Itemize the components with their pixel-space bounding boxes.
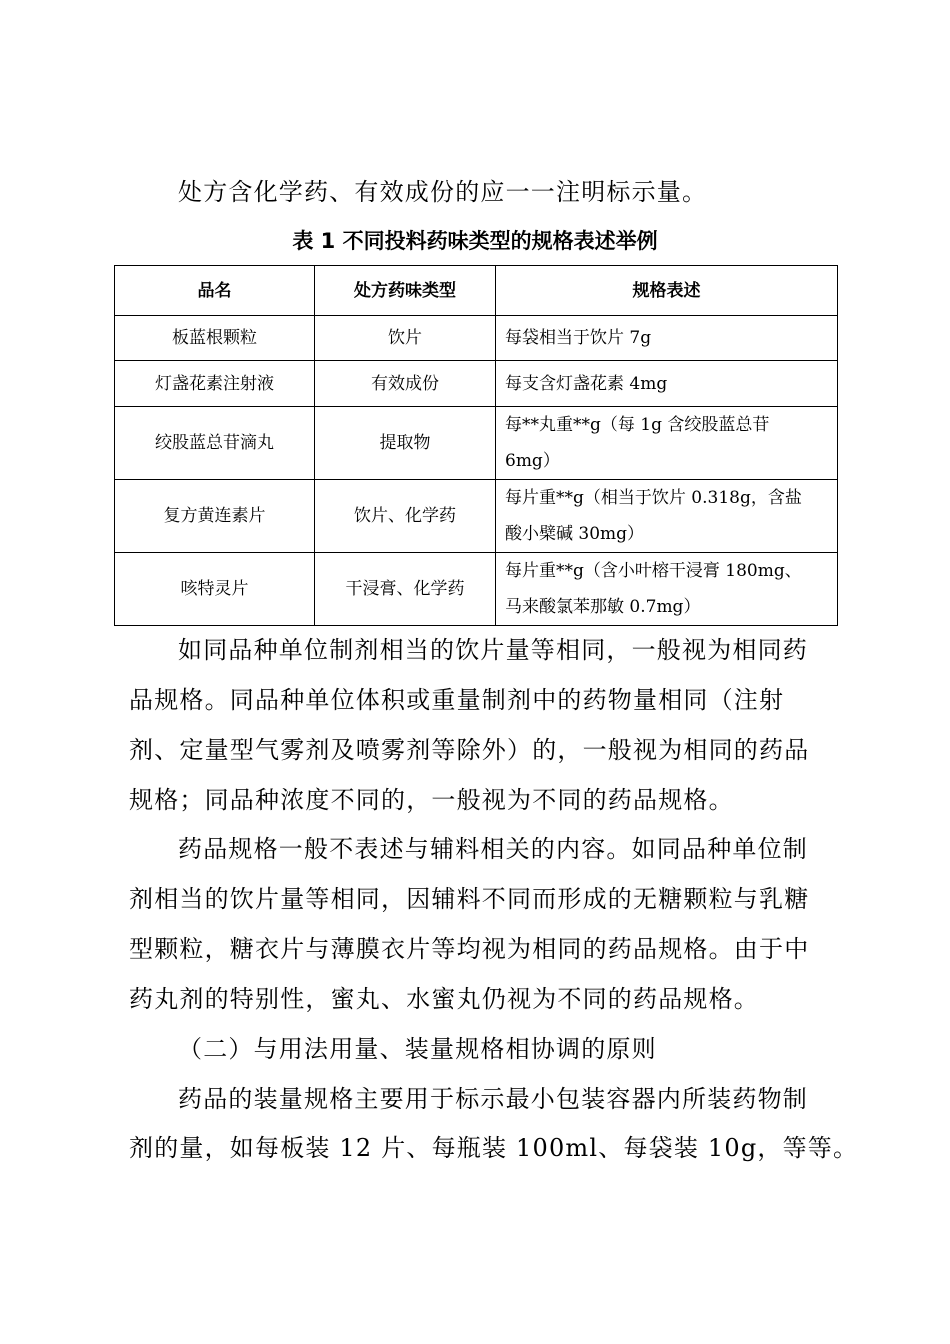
cell-type: 饮片、化学药 — [315, 480, 496, 553]
table-row — [115, 480, 838, 553]
spec-line: 每袋相当于饮片 7g — [505, 328, 652, 348]
paragraph-line: 品规格。同品种单位体积或重量制剂中的药物量相同（注射 — [129, 686, 785, 714]
cell-spec — [496, 316, 838, 361]
header-type: 处方药味类型 — [315, 266, 496, 316]
intro-line: 处方含化学药、有效成份的应一一注明标示量。 — [178, 178, 708, 206]
cell-name: 咳特灵片 — [115, 553, 315, 626]
spec-line: 6mg） — [505, 451, 560, 471]
header-name: 品名 — [115, 266, 315, 316]
spec-line: 每片重**g（相当于饮片 0.318g，含盐 — [505, 488, 802, 508]
cell-type: 提取物 — [315, 407, 496, 480]
cell-spec — [496, 361, 838, 407]
cell-type: 干浸膏、化学药 — [315, 553, 496, 626]
spec-line: 酸小檗碱 30mg） — [505, 524, 645, 544]
cell-spec — [496, 480, 838, 553]
cell-type: 饮片 — [315, 316, 496, 361]
cell-type: 有效成份 — [315, 361, 496, 407]
paragraph-line: 型颗粒，糖衣片与薄膜衣片等均视为相同的药品规格。由于中 — [129, 935, 810, 963]
paragraph-line: 药品的装量规格主要用于标示最小包装容器内所装药物制 — [178, 1085, 808, 1113]
section-heading: （二）与用法用量、装量规格相协调的原则 — [178, 1035, 657, 1063]
spec-line: 每支含灯盏花素 4mg — [505, 373, 668, 394]
table-caption: 表 1 不同投料药味类型的规格表述举例 — [292, 229, 658, 253]
header-spec: 规格表述 — [496, 266, 838, 316]
table-row — [115, 407, 838, 480]
cell-name: 绞股蓝总苷滴丸 — [115, 407, 315, 480]
table-row — [115, 316, 838, 361]
paragraph-line: 规格；同品种浓度不同的，一般视为不同的药品规格。 — [129, 786, 734, 814]
cell-name: 灯盏花素注射液 — [115, 361, 315, 407]
paragraph-line: 如同品种单位制剂相当的饮片量等相同，一般视为相同药 — [178, 636, 808, 664]
spec-line: 每片重**g（含小叶榕干浸膏 180mg、 — [505, 561, 802, 581]
paragraph-line: 剂相当的饮片量等相同，因辅料不同而形成的无糖颗粒与乳糖 — [129, 885, 810, 913]
spec-table — [114, 265, 838, 626]
paragraph-line: 药品规格一般不表述与辅料相关的内容。如同品种单位制 — [178, 835, 808, 863]
cell-name: 板蓝根颗粒 — [115, 316, 315, 361]
cell-name: 复方黄连素片 — [115, 480, 315, 553]
table-header-row — [115, 266, 838, 316]
paragraph-line: 剂的量，如每板装 12 片、每瓶装 100ml、每袋装 10g，等等。 — [129, 1134, 859, 1162]
spec-line: 每**丸重**g（每 1g 含绞股蓝总苷 — [505, 415, 770, 435]
table-row — [115, 361, 838, 407]
spec-line: 马来酸氯苯那敏 0.7mg） — [505, 597, 701, 617]
cell-spec — [496, 407, 838, 480]
cell-spec — [496, 553, 838, 626]
paragraph-line: 剂、定量型气雾剂及喷雾剂等除外）的，一般视为相同的药品 — [129, 736, 810, 764]
table-row — [115, 553, 838, 626]
paragraph-line: 药丸剂的特别性，蜜丸、水蜜丸仍视为不同的药品规格。 — [129, 985, 759, 1013]
